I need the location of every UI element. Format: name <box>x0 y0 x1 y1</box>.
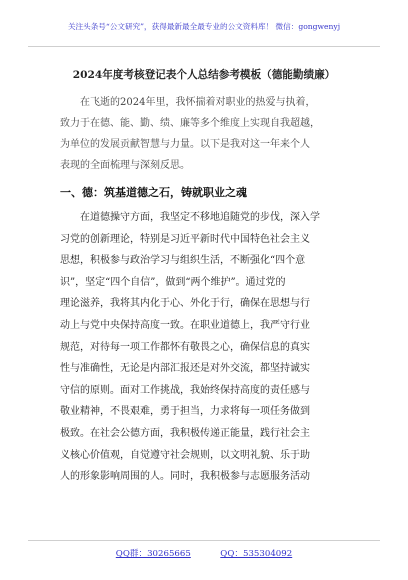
body-line: 敬业精神，不畏艰难，勇于担当，力求将每一项任务做到 <box>60 406 310 418</box>
body-line: 识”，坚定“四个自信”，做到“两个维护”。通过党的 <box>60 276 286 288</box>
footer-divider <box>28 540 380 541</box>
body-line: 极致。在社会公德方面，我积极传递正能量，践行社会主 <box>60 427 310 439</box>
body-line: 习党的创新理论，特别是习近平新时代中国特色社会主义 <box>60 233 310 245</box>
qq-group-link[interactable]: QQ群：30265665 <box>115 549 191 559</box>
body-line: 思想，积极参与政治学习与组织生活，不断强化“四个意 <box>60 255 306 267</box>
body-line: 在道德操守方面，我坚定不移地追随党的步伐，深入学 <box>80 212 320 223</box>
body-line: 性与准确性，无论是内部汇报还是对外交流，都坚持诚实 <box>60 363 310 375</box>
body-line: 守信的原则。面对工作挑战，我始终保持高度的责任感与 <box>60 384 310 396</box>
document-title: 2024年度考核登记表个人总结参考模板（德能勤绩廉） <box>72 69 336 81</box>
body-line: 规范，对待每一项工作都怀有敬畏之心，确保信息的真实 <box>60 341 310 353</box>
intro-line: 为单位的发展贡献智慧与力量。以下是我对这一年来个人 <box>60 139 310 150</box>
intro-line: 致力于在德、能、勤、绩、廉等多个维度上实现自我超越， <box>60 118 320 129</box>
body-line: 动上与党中央保持高度一致。在职业道德上，我严守行业 <box>60 319 310 331</box>
qq-contact-link[interactable]: QQ：535304092 <box>220 549 293 559</box>
intro-line: 在飞逝的2024年里，我怀揣着对职业的热爱与执着， <box>80 97 316 108</box>
body-line: 理论滋养，我将其内化于心、外化于行，确保在思想与行 <box>60 298 310 310</box>
intro-line: 表现的全面梳理与深刻反思。 <box>60 160 190 171</box>
footer-contact <box>0 548 408 560</box>
header-banner-text: 关注头条号“公文研究”，获得最新最全最专业的公文资料库！ 微信：gongwenyj <box>67 22 341 31</box>
body-paragraph <box>60 207 360 488</box>
body-line: 人的形象影响周围的人。同时，我积极参与志愿服务活动 <box>60 471 310 483</box>
body-line: 义核心价值观，自觉遵守社会规则，以文明礼貌、乐于助 <box>60 449 310 461</box>
header-divider <box>28 46 380 47</box>
section-heading: 一、德：筑基道德之石，铸就职业之魂 <box>60 186 247 199</box>
intro-paragraph <box>60 92 360 176</box>
header-banner <box>0 22 408 32</box>
